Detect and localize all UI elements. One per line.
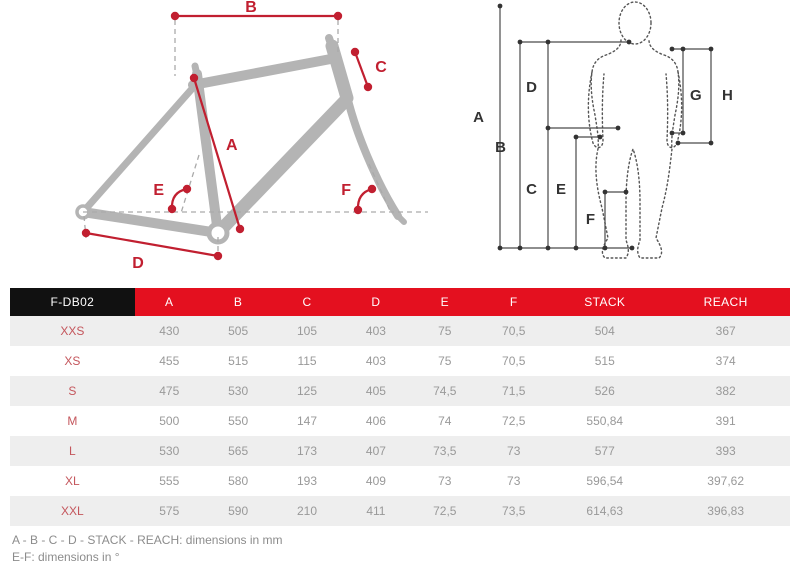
table-row-l xyxy=(10,436,790,466)
cell: 596,54 xyxy=(586,474,624,488)
cell: 406 xyxy=(365,414,386,428)
body-dim-label-f: F xyxy=(585,211,595,228)
rider-body-diagram xyxy=(440,0,800,285)
table-row-s xyxy=(10,376,790,406)
cell: 393 xyxy=(661,436,790,466)
table-row-xs xyxy=(10,346,790,376)
cell: 210 xyxy=(273,496,342,526)
size-label: XXS xyxy=(10,316,135,346)
size-label: L xyxy=(10,436,135,466)
cell: 475 xyxy=(135,376,204,406)
cell: 173 xyxy=(273,436,342,466)
cell: 70,5 xyxy=(479,316,548,346)
table-row-xxs xyxy=(10,316,790,346)
col-header-d: D xyxy=(341,288,410,316)
footnote-degrees: E-F: dimensions in ° xyxy=(12,550,120,564)
cell: 367 xyxy=(661,316,790,346)
cell: 105 xyxy=(273,316,342,346)
cell: 193 xyxy=(297,474,318,488)
cell: 71,5 xyxy=(479,376,548,406)
size-label: S xyxy=(10,376,135,406)
table-header-row xyxy=(10,288,790,316)
cell: 504 xyxy=(548,316,661,346)
frame-dim-label-f: F xyxy=(341,182,351,199)
body-dim-label-a: A xyxy=(473,109,484,126)
cell: 74 xyxy=(438,414,452,428)
col-header-stack: STACK xyxy=(548,288,661,316)
cell: 382 xyxy=(661,376,790,406)
cell: 75 xyxy=(438,354,452,368)
cell: 500 xyxy=(159,414,180,428)
cell: 515 xyxy=(594,354,615,368)
cell: 403 xyxy=(365,354,386,368)
geometry-table xyxy=(10,288,790,526)
table-row-m xyxy=(10,406,790,436)
cell: 73 xyxy=(438,474,452,488)
cell: 577 xyxy=(548,436,661,466)
frame-dim-label-e: E xyxy=(153,182,164,199)
cell: 575 xyxy=(135,496,204,526)
size-label: XS xyxy=(64,354,81,368)
body-dim-label-e: E xyxy=(555,181,566,198)
cell: 530 xyxy=(135,436,204,466)
cell: 407 xyxy=(341,436,410,466)
cell: 614,63 xyxy=(548,496,661,526)
size-label: M xyxy=(67,414,78,428)
cell: 550 xyxy=(228,414,249,428)
size-label: XXL xyxy=(10,496,135,526)
col-header-b: B xyxy=(204,288,273,316)
cell: 72,5 xyxy=(502,414,526,428)
frame-dim-label-b: B xyxy=(245,0,257,16)
cell: 565 xyxy=(204,436,273,466)
table-row-xl xyxy=(10,466,790,496)
model-header: F-DB02 xyxy=(10,288,135,316)
cell: 125 xyxy=(273,376,342,406)
cell: 455 xyxy=(159,354,180,368)
cell: 405 xyxy=(341,376,410,406)
cell: 505 xyxy=(204,316,273,346)
cell: 74,5 xyxy=(410,376,479,406)
cell: 397,62 xyxy=(707,474,744,488)
cell: 72,5 xyxy=(410,496,479,526)
cell: 515 xyxy=(228,354,249,368)
size-label: XL xyxy=(65,474,80,488)
table-row-xxl xyxy=(10,496,790,526)
cell: 530 xyxy=(204,376,273,406)
cell: 115 xyxy=(297,354,317,368)
bike-frame-diagram xyxy=(0,0,440,285)
frame-dim-label-c: C xyxy=(375,59,387,76)
cell: 147 xyxy=(297,414,318,428)
cell: 396,83 xyxy=(661,496,790,526)
cell: 391 xyxy=(715,414,736,428)
frame-dim-label-a: A xyxy=(226,137,238,154)
cell: 411 xyxy=(341,496,410,526)
col-header-c: C xyxy=(273,288,342,316)
footnote-mm: A - B - C - D - STACK - REACH: dimensions in mm xyxy=(12,533,283,547)
cell: 555 xyxy=(159,474,180,488)
cell: 374 xyxy=(715,354,736,368)
col-header-reach: REACH xyxy=(661,288,790,316)
col-header-e: E xyxy=(410,288,479,316)
cell: 550,84 xyxy=(586,414,624,428)
footnotes xyxy=(12,532,800,566)
cell: 75 xyxy=(410,316,479,346)
cell: 430 xyxy=(135,316,204,346)
cell: 580 xyxy=(228,474,249,488)
col-header-f: F xyxy=(479,288,548,316)
body-dim-label-d: D xyxy=(526,79,537,96)
cell: 590 xyxy=(204,496,273,526)
cell: 73 xyxy=(507,474,521,488)
cell: 73 xyxy=(479,436,548,466)
col-header-a: A xyxy=(135,288,204,316)
body-dim-label-c: C xyxy=(526,181,537,198)
cell: 409 xyxy=(365,474,386,488)
cell: 403 xyxy=(341,316,410,346)
cell: 73,5 xyxy=(479,496,548,526)
frame-dim-label-d: D xyxy=(132,255,144,272)
cell: 73,5 xyxy=(410,436,479,466)
body-dim-label-h: H xyxy=(722,87,733,104)
body-dim-label-b: B xyxy=(495,139,506,156)
body-dim-label-g: G xyxy=(690,87,702,104)
cell: 526 xyxy=(548,376,661,406)
cell: 70,5 xyxy=(502,354,526,368)
